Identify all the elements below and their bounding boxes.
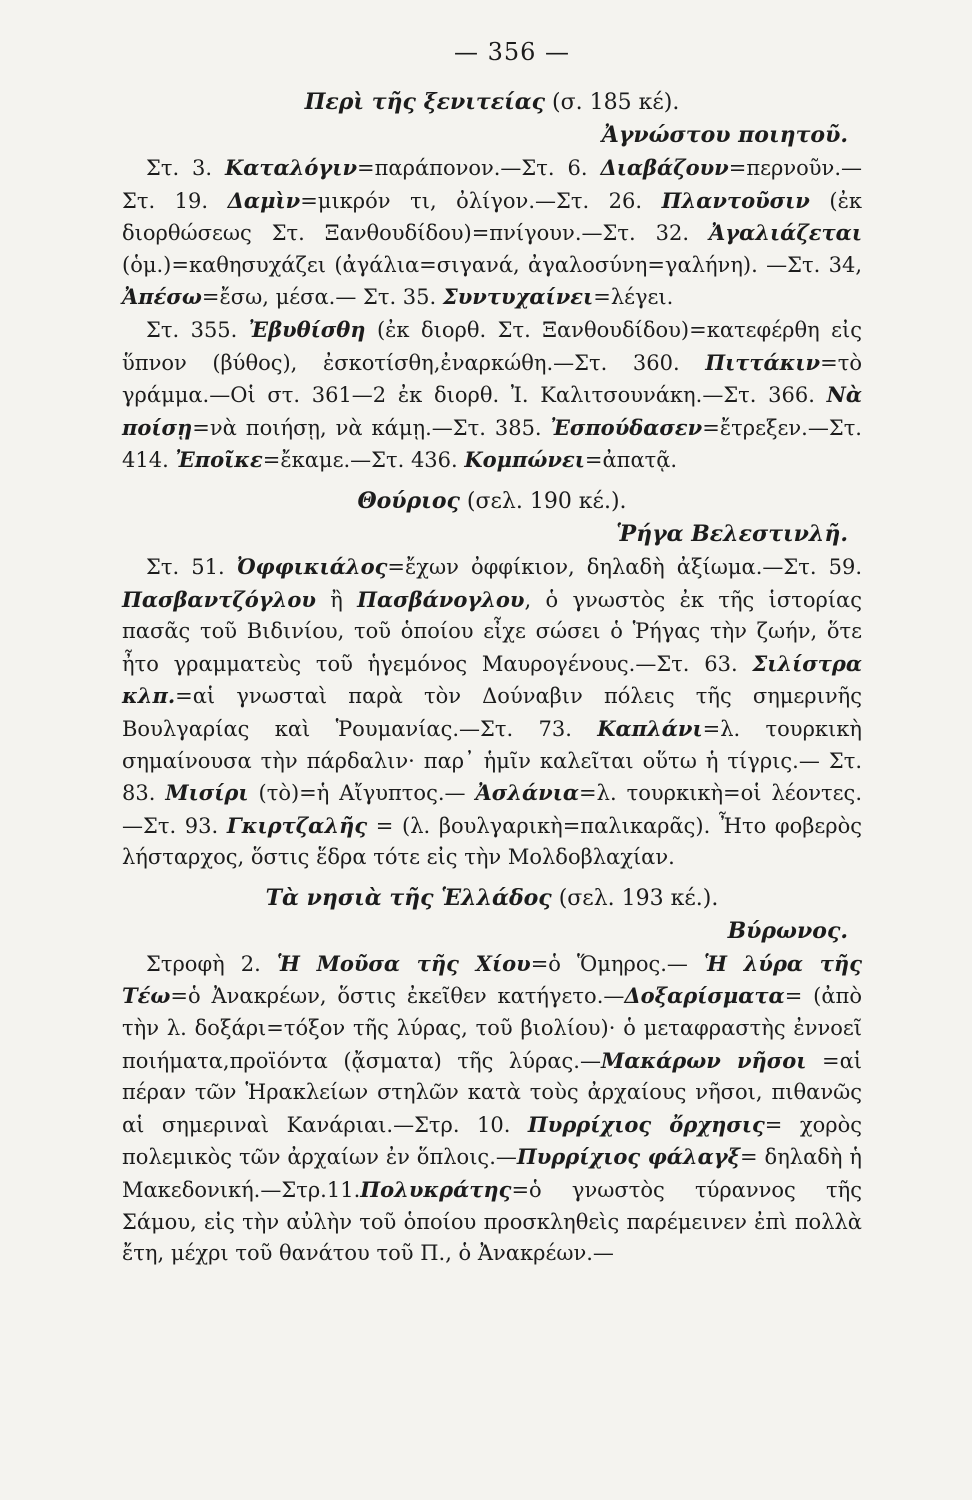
gloss-text: (ὁμ.)=καθησυχάζει (ἀγάλια=σιγανά, ἀγαλοσύνη=γαλήνη). —Στ. 34, [122, 252, 862, 277]
gloss-text: Στ. 51. [146, 554, 237, 579]
gloss-text: = χορὸς πολεμικὸς τῶν ἀρχαίων ἐν ὅπλοις.— [122, 1112, 862, 1170]
section-heading-ref: (σελ. 190 κέ.). [459, 488, 627, 514]
lemma-term: Πυρρίχιος φάλαγξ [516, 1144, 741, 1170]
gloss-text: , ὁ γνωστὸς ἐκ τῆς ἱστορίας πασᾶς τοῦ Βιδινίου, τοῦ ὁποίου εἶχε σώσει ὁ Ῥήγας τὴν ζωήν, ὅτε ἦτο γραμματεὺς τοῦ ἡγεμόνος Μαυρογένους.—Στ. 63. [122, 587, 862, 676]
section-heading [122, 86, 862, 119]
gloss-text: =ἔσω, μέσα.— Στ. 35. [201, 285, 443, 310]
section-heading-title: Θούριος [357, 487, 460, 514]
commentary-paragraph [122, 551, 862, 874]
gloss-text: =νὰ ποιήσῃ, νὰ κάμῃ.—Στ. 385. [192, 415, 551, 440]
section-heading-title: Περὶ τῆς ξενιτείας [304, 89, 546, 115]
lemma-term: Σιλίστρα [752, 650, 862, 676]
lemma-term: Ἐποῖκε [175, 447, 263, 473]
gloss-text: =λέγει. [593, 285, 674, 310]
section-gap [122, 874, 862, 882]
commentary-paragraph [122, 948, 862, 1270]
gloss-text: =ἀπατᾷ. [584, 448, 678, 473]
gloss-text: =λ. τουρκικὴ=οἱ λέοντες.—Στ. 93. [122, 781, 862, 838]
gloss-text: (τὸ)=ἡ Αἴγυπτος.— [248, 781, 476, 806]
lemma-term: Ἀγαλιάζεται [708, 220, 862, 246]
lemma-term: Μισίρι [165, 780, 249, 806]
gloss-text: = (λ. βουλγαρικὴ=παλικαρᾶς). Ἦτο φοβερὸς λήσταρχος, ὅστις ἕδρα τότε εἰς τὴν Μολδοβλαχίαν. [122, 813, 862, 870]
page-content [122, 86, 862, 1270]
section-author: Βύρωνος. [727, 917, 848, 944]
gloss-text: = (ἀπὸ τὴν λ. δοξάρι=τόξον τῆς λύρας, τοῦ βιολίου)· ὁ μεταφραστὴς ἐννοεῖ ποιήματα,προϊόντα (ᾄσματα) τῆς λύρας.— [122, 984, 862, 1073]
gloss-text: =παράπονον.—Στ. 6. [357, 156, 601, 180]
section-gap [122, 477, 862, 485]
section-heading [122, 485, 862, 518]
gloss-text: =ὁ Ἀνακρέων, ὅστις ἐκεῖθεν κατήγετο.— [170, 984, 625, 1009]
gloss-text: Στροφὴ 2. [146, 951, 277, 976]
gloss-text: Στ. 3. [146, 156, 225, 180]
lemma-term: Κομπώνει [464, 447, 585, 473]
lemma-term: Πιττάκιν [705, 349, 821, 375]
section-heading-ref: (σ. 185 κέ). [545, 90, 680, 115]
lemma-term: Ἀσλάνια [475, 780, 580, 806]
lemma-term: Νὰ ποίσῃ [122, 382, 862, 440]
gloss-text: =αἱ γνωσταὶ παρὰ τὸν Δούναβιν πόλεις τῆς σημερινῆς Βουλγαρίας καὶ Ῥουμανίας.—Στ. 73. [122, 684, 862, 741]
gloss-text: =ἔχων ὀφφίκιον, δηλαδὴ ἀξίωμα.—Στ. 59. [387, 554, 863, 579]
section-heading [122, 882, 862, 915]
gloss-text: =λ. τουρκικὴ σημαίνουσα τὴν πάρδαλιν· παρ᾽ ἡμῖν καλεῖται οὕτω ἡ τίγρις.— Στ. 83. [122, 716, 862, 806]
commentary-paragraph [122, 152, 862, 314]
gloss-text: =ὁ γνωστὸς τύραννος τῆς Σάμου, εἰς τὴν αὐλὴν τοῦ ὁποίου προσκληθεὶς παρέμεινεν ἐπὶ πολλὰ ἔτη, μέχρι τοῦ θανάτου τοῦ Π., ὁ Ἀνακρέων.— [122, 1178, 862, 1266]
section-heading-ref: (σελ. 193 κέ.). [551, 885, 719, 911]
commentary-paragraph [122, 314, 862, 477]
gloss-text: =περνοῦν.—Στ. 19. [122, 156, 862, 213]
lemma-term: Ἀπέσω [122, 284, 202, 310]
lemma-term: Διαβάζουν [600, 155, 729, 180]
lemma-term: Ἡ Μοῦσα τῆς Χίου [276, 950, 531, 976]
section-heading-title: Τὰ νησιὰ τῆς Ἑλλάδος [265, 884, 552, 911]
lemma-term: Συντυχαίνει [442, 284, 594, 310]
gloss-text: =ὁ Ὅμηρος.— [530, 951, 704, 976]
lemma-term: Καταλόγιν [225, 155, 358, 180]
gloss-text: = δηλαδὴ ἡ Μακεδονική.—Στρ.11. [122, 1145, 862, 1203]
page-number: — 356 — [453, 38, 571, 66]
lemma-term: Ὀφφικιάλος [236, 553, 388, 579]
gloss-text: =τὸ γράμμα.—Οἱ στ. 361—2 ἐκ διορθ. Ἰ. Καλιτσουνάκη.—Στ. 366. [122, 350, 862, 408]
gloss-text: Στ. 355. [146, 317, 249, 342]
lemma-term: Ἐβυθίσθη [248, 316, 366, 342]
lemma-term: Δοξαρίσματα [624, 983, 785, 1009]
section-author: Ἀγνώστου ποιητοῦ. [601, 122, 848, 148]
lemma-term: Πασβάνογλου [357, 586, 525, 612]
lemma-term: Ἐσπούδασεν [550, 414, 703, 440]
section-author: Ῥήγα Βελεστινλῆ. [616, 520, 848, 547]
lemma-term: Πασβαντζόγλου [122, 586, 316, 612]
gloss-text: =ἔκαμε.—Στ. 436. [262, 448, 465, 473]
lemma-term: Πυρρίχιος ὄρχησις [527, 1111, 765, 1137]
gloss-text: =ἔτρεξεν.—Στ. 414. [122, 415, 862, 473]
lemma-term: Δαμὶν [227, 187, 301, 213]
gloss-text: =μικρόν τι, ὀλίγον.—Στ. 26. [300, 188, 662, 213]
gloss-text: (ἐκ διορθ. Στ. Ξανθουδίδου)=κατεφέρθη εἰς ὕπνον (βύθος), ἐσκοτίσθη,ἐναρκώθη.—Στ. 360. [122, 317, 862, 375]
gloss-text: =αἱ πέραν τῶν Ἡρακλείων στηλῶν κατὰ τοὺς ἀρχαίους νῆσοι, πιθανῶς αἱ σημεριναὶ Κανάριαι.—Στρ. 10. [122, 1048, 863, 1137]
gloss-text: (ἐκ διορθώσεως Στ. Ξανθουδίδου)=πνίγουν.—Στ. 32. [122, 188, 863, 246]
lemma-term: Μακάρων νῆσοι [600, 1047, 807, 1073]
lemma-term: κλπ. [122, 683, 176, 709]
lemma-term: Ἡ λύρα τῆς Τέω [122, 950, 862, 1009]
lemma-term: Πλαντοῦσιν [661, 187, 810, 213]
gloss-text: ἢ [315, 587, 358, 612]
lemma-term: Πολυκράτης [360, 1177, 512, 1203]
lemma-term: Καπλάνι [597, 715, 703, 741]
lemma-term: Γκιρτζαλῆς [226, 812, 368, 838]
